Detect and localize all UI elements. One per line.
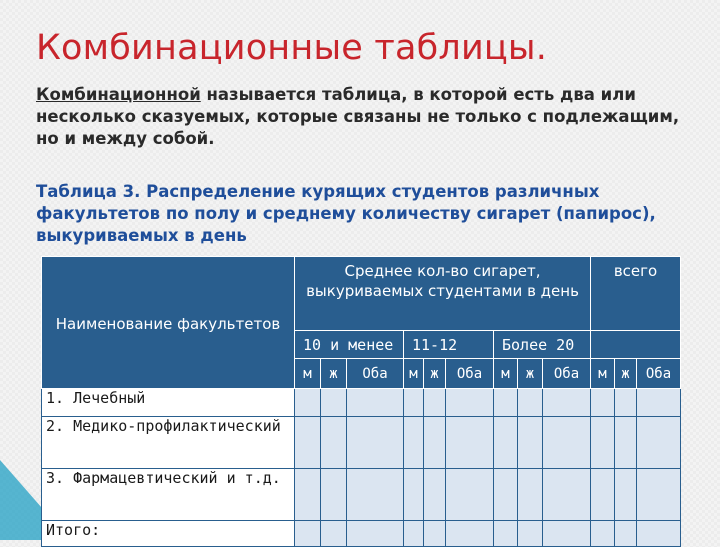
table-cell (543, 469, 591, 521)
table-cell (295, 521, 321, 547)
table-cell (404, 389, 424, 417)
row-label: 1. Лечебный (42, 389, 295, 417)
row-label: 2. Медико-профилактический (42, 417, 295, 469)
table-row (42, 469, 681, 521)
table-cell (518, 389, 543, 417)
table-cell (404, 521, 424, 547)
table-cell (637, 417, 681, 469)
combination-table (41, 256, 681, 547)
table-cell (295, 417, 321, 469)
table-cell (518, 469, 543, 521)
table-cell (446, 417, 494, 469)
sex-m: м (404, 359, 424, 389)
group-total-blank (591, 331, 681, 359)
definition-text (36, 84, 686, 150)
table-cell (295, 389, 321, 417)
table-cell (494, 389, 518, 417)
slide-title: Комбинационные таблицы. (36, 28, 548, 68)
definition-term: Комбинационной (36, 85, 201, 104)
table-cell (446, 469, 494, 521)
table-cell (347, 417, 404, 469)
table-cell (424, 521, 446, 547)
table-cell (543, 389, 591, 417)
table-cell (494, 469, 518, 521)
table-cell (591, 389, 615, 417)
table-cell (347, 521, 404, 547)
table-cell (591, 417, 615, 469)
row-label: Итого: (42, 521, 295, 547)
table-cell (543, 521, 591, 547)
table-cell (404, 417, 424, 469)
group-11-12: 11-12 (404, 331, 494, 359)
table-cell (321, 389, 347, 417)
sex-m: м (295, 359, 321, 389)
table-cell (446, 389, 494, 417)
group-10-or-less: 10 и менее (295, 331, 404, 359)
table-cell (518, 521, 543, 547)
sex-f: ж (615, 359, 637, 389)
table-cell (404, 469, 424, 521)
table-cell (321, 417, 347, 469)
group-more-than-20: Более 20 (494, 331, 591, 359)
table-cell (424, 389, 446, 417)
table-cell (615, 521, 637, 547)
table-cell (424, 417, 446, 469)
table-row (42, 389, 681, 417)
table-cell (347, 389, 404, 417)
header-faculty-name: Наименование факультетов (42, 257, 295, 389)
table-cell (494, 417, 518, 469)
sex-f: ж (321, 359, 347, 389)
table-cell (321, 469, 347, 521)
table-caption: Таблица 3. Распределение курящих студентов различных факультетов по полу и среднему количеству сигарет (папирос), выкуриваемых в день (36, 182, 656, 245)
table-cell (591, 521, 615, 547)
table-cell (615, 469, 637, 521)
table-cell (615, 389, 637, 417)
table-cell (295, 469, 321, 521)
sex-both: Оба (543, 359, 591, 389)
sex-both: Оба (637, 359, 681, 389)
table-row (42, 521, 681, 547)
table-cell (637, 469, 681, 521)
table-cell (637, 389, 681, 417)
table-row (42, 417, 681, 469)
sex-m: м (494, 359, 518, 389)
header-avg-cigarettes: Среднее кол-во сигарет, выкуриваемых студентами в день (295, 257, 591, 331)
sex-f: ж (424, 359, 446, 389)
table-cell (591, 469, 615, 521)
table-cell (321, 521, 347, 547)
definition-body: называется таблица, в которой есть два или несколько сказуемых, которые связаны не только с подлежащим, но и между собой. (36, 85, 680, 148)
table-cell (446, 521, 494, 547)
table-cell (518, 417, 543, 469)
table-cell (615, 417, 637, 469)
sex-f: ж (518, 359, 543, 389)
table-cell (347, 469, 404, 521)
table-cell (494, 521, 518, 547)
sex-both: Оба (446, 359, 494, 389)
row-label: 3. Фармацевтический и т.д. (42, 469, 295, 521)
sex-both: Оба (347, 359, 404, 389)
sex-m: м (591, 359, 615, 389)
table-cell (424, 469, 446, 521)
header-total: всего (591, 257, 681, 331)
table-cell (637, 521, 681, 547)
table-cell (543, 417, 591, 469)
